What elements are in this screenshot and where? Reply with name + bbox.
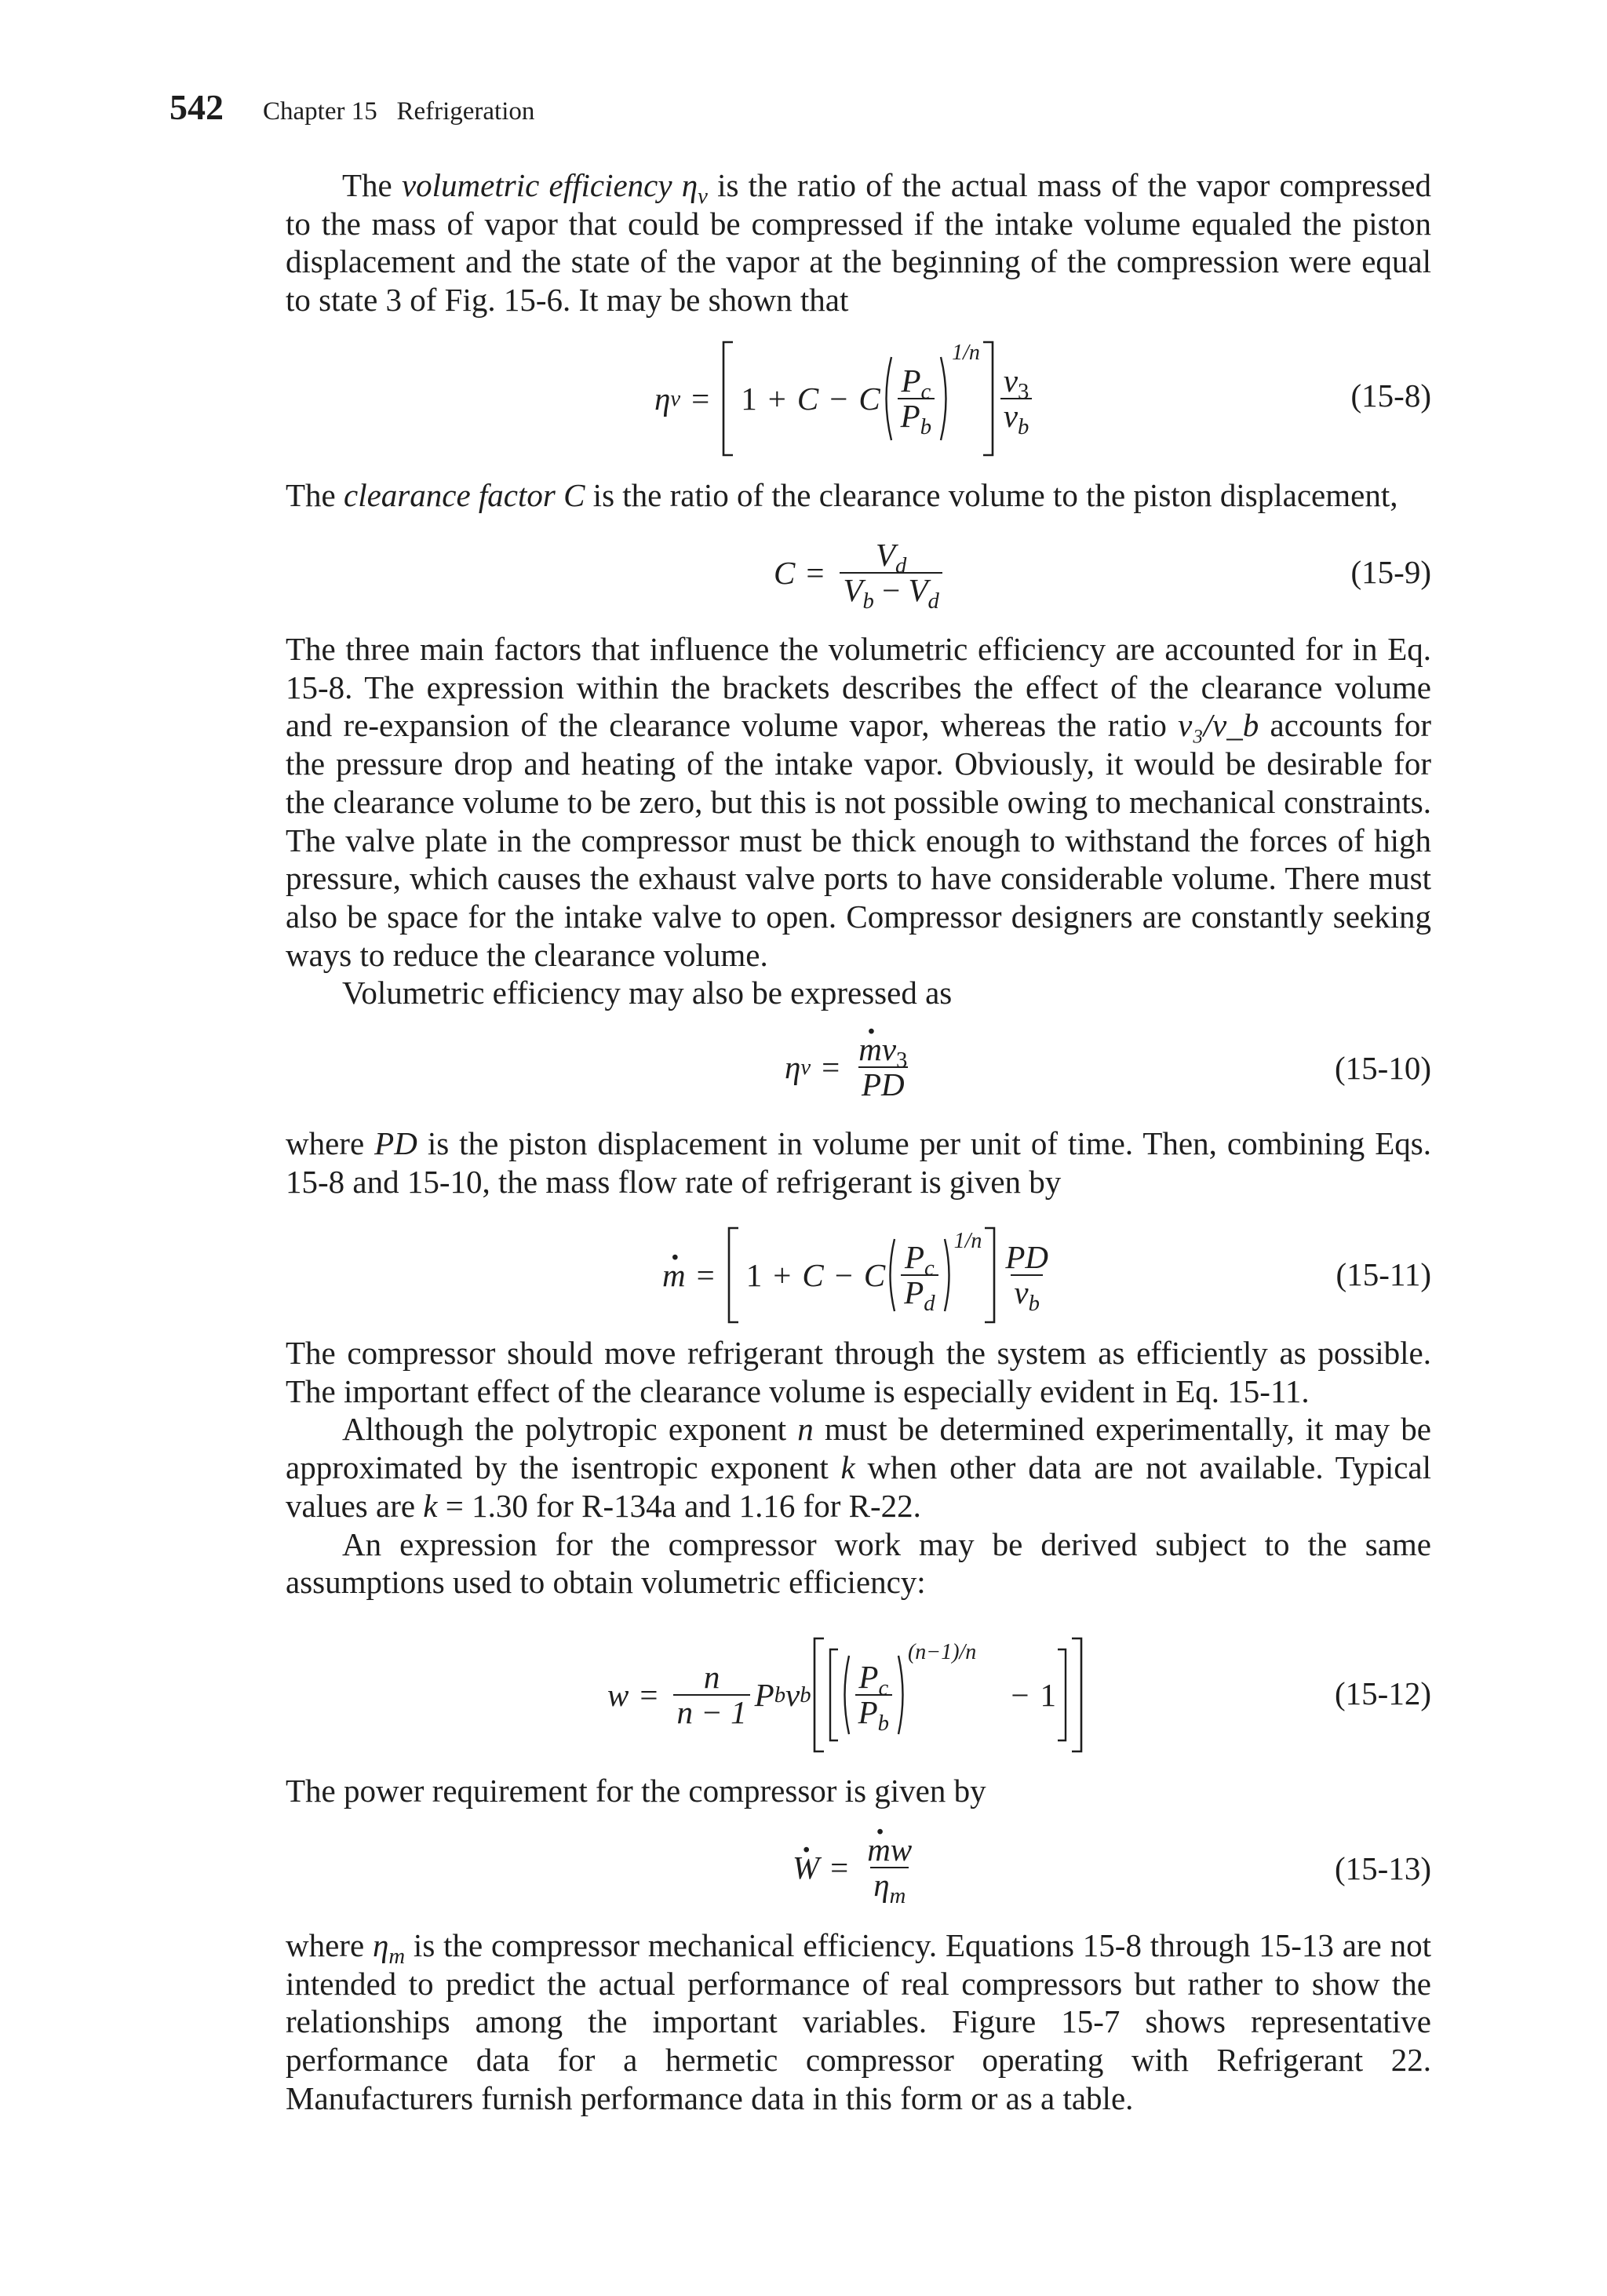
equation-15-11: m · = 1 + C − C $\frac{P_c}{P_d}$ 1/n $\frac{PD}{v_b}$ (15-11) bbox=[286, 1224, 1431, 1326]
equation-15-13: W · = $\frac{m \cdot w}{\eta_m}$ (15-13) bbox=[286, 1824, 1431, 1911]
equation-15-8: η v = 1 + C − C $\frac{P_c}{P_b}$ 1/n $\frac{v_3}{v_b}$ (15-8) bbox=[286, 336, 1431, 461]
page-number: 542 bbox=[169, 87, 224, 127]
left-bracket bbox=[720, 340, 736, 457]
running-head bbox=[169, 86, 534, 133]
equation-15-10: η v = $\frac{m \cdot v_3}{PD}$ (15-10) bbox=[286, 1024, 1431, 1110]
equation-number: (15-8) bbox=[1350, 377, 1431, 414]
chapter-label: Chapter 15 Refrigeration bbox=[263, 97, 535, 126]
equation-number: (15-13) bbox=[1335, 1850, 1431, 1886]
paragraph-volumetric-efficiency: The volumetric efficiency $\eta_v$ is the ratio of the actual mass of the vapor compressed to the mass of vapor that could be compressed if the intake volume equaled the piston displacement and the state of the vapor at the beginning of the compression were equal to state 3 of Fig. 15-6. It may be shown that bbox=[286, 167, 1431, 319]
paragraph-main-factors: The three main factors that influence the volumetric efficiency are accounted for in Eq. 15-8. The expression within the brackets describes the effect of the clearance volume and re-expansion of the clearance volume vapor, whereas the ratio v₃/v_b accounts for the pressure drop and heating of the intake vapor. Obviously, it would be desirable for the clearance volume to be zero, but this is not possible owing to mechanical constraints. The valve plate in the compressor must be thick enough to withstand the forces of high pressure, which causes the exhaust valve ports to have considerable volume. There must also be space for the intake valve to open. Compressor designers are constantly seeking ways to reduce the clearance volume. Volumetric efficiency may also be expressed as bbox=[286, 631, 1432, 1011]
paragraph-mechanical-efficiency: where $\eta_m$ is the compressor mechanical efficiency. Equations 15-8 through 15-13 are not intended to predict the actual performance of real compressors but rather to show the relationships among the important variables. Figure 15-7 shows representative performance data for a hermetic compressor operating with Refrigerant 22. Manufacturers furnish performance data in this form or as a table. bbox=[286, 1927, 1431, 2116]
paragraph-clearance-factor: The clearance factor C is the ratio of the clearance volume to the piston displacement, bbox=[286, 477, 1398, 513]
paragraph-power-requirement: The power requirement for the compressor is given by bbox=[286, 1773, 986, 1809]
equation-number: (15-10) bbox=[1335, 1050, 1431, 1086]
paragraph-piston-displacement: where PD is the piston displacement in volume per unit of time. Then, combining Eqs. 15-8 and 15-10, the mass flow rate of refrigerant is given by bbox=[286, 1125, 1431, 1200]
equation-number: (15-11) bbox=[1336, 1256, 1431, 1292]
equation-number: (15-12) bbox=[1335, 1675, 1431, 1711]
equation-15-9: C = $\frac{V_d}{V_b - V_d}$ (15-9) bbox=[774, 536, 1431, 614]
equation-number: (15-9) bbox=[1350, 554, 1431, 590]
equation-15-12: w = $\frac{n}{n - 1}$ P b v b $\frac{P_c}{P_b}$ (n−1)/n − 1 (15-12) bbox=[286, 1632, 1431, 1758]
right-bracket bbox=[980, 340, 996, 457]
paragraph-compressor-work: The compressor should move refrigerant through the system as efficiently as possible. The important effect of the clearance volume is especially evident in Eq. 15-11. Although the polytropic exponent n must be determined experimentally, it may be approximated by the isentropic exponent k when other data are not available. Typical values are k = 1.30 for R-134a and 1.16 for R-22. An expression for the compressor work may be derived subject to the same assumptions used to obtain volumetric efficiency: bbox=[286, 1335, 1432, 1601]
